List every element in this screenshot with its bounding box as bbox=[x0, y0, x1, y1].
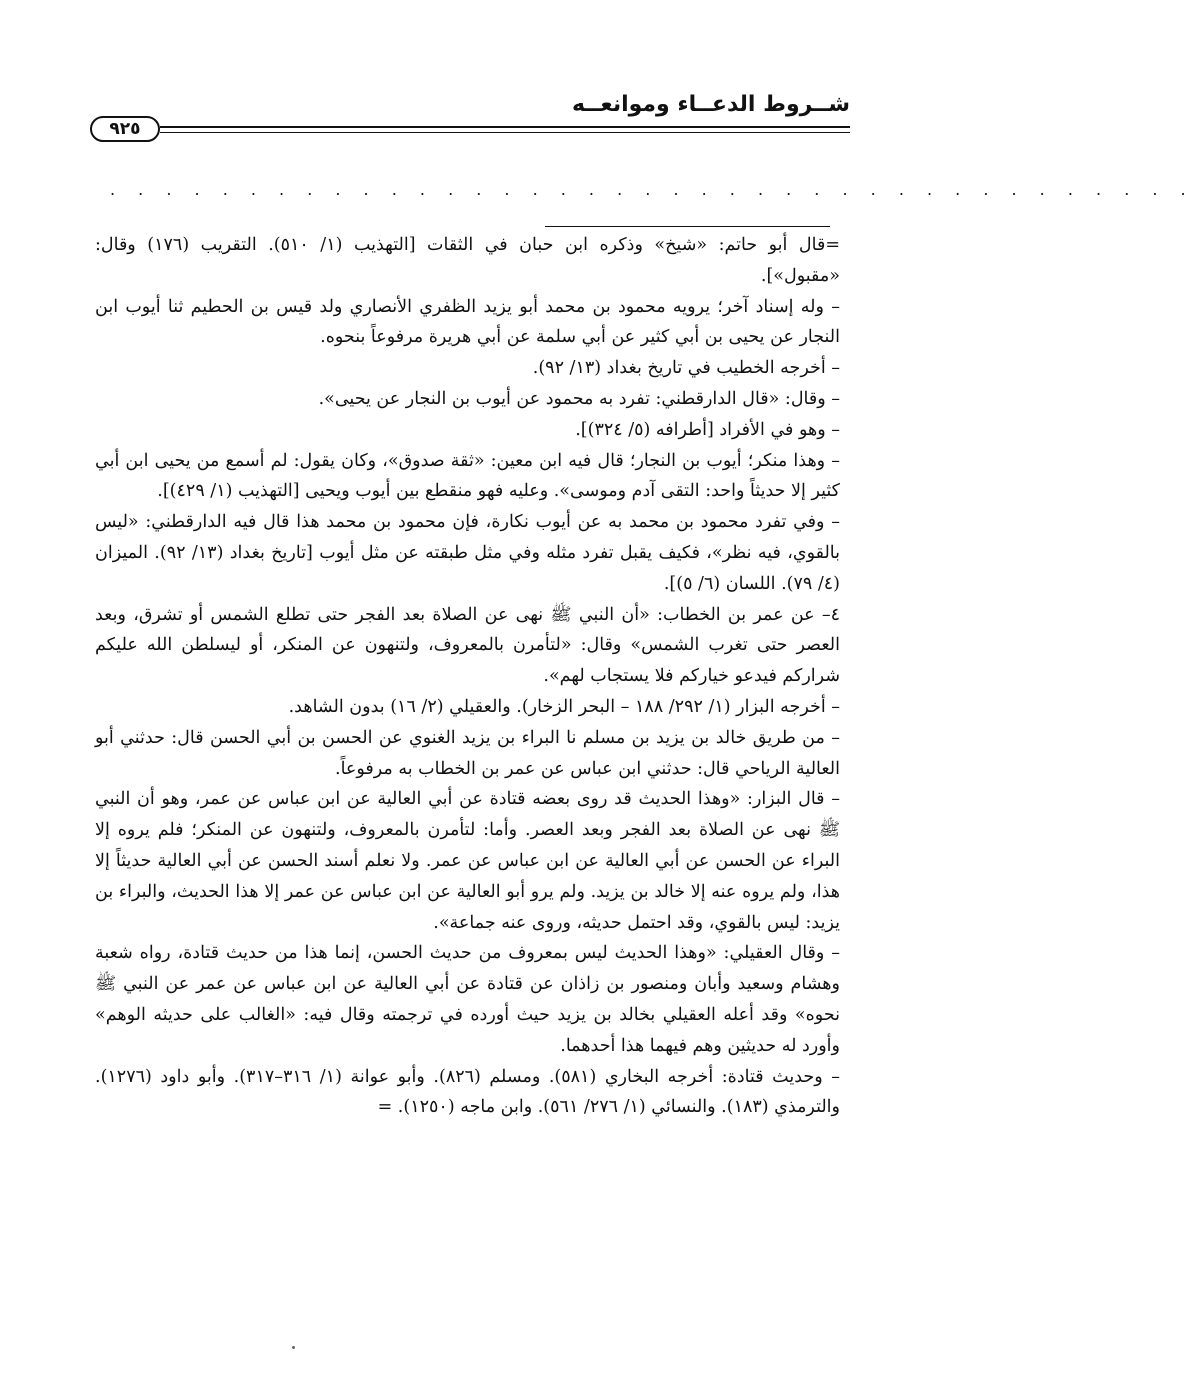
running-title: شــروط الدعــاء وموانعــه bbox=[572, 92, 850, 117]
paragraph: – وهذا منكر؛ أيوب بن النجار؛ قال فيه ابن معين: «ثقة صدوق»، وكان يقول: لم أسمع من يحيى ابن أبي كثير إلا حديثاً واحد: التقى آدم وموسى». وعليه فهو منقطع بين أيوب ويحيى [التهذيب (١/ ٤٢٩)]. bbox=[95, 450, 840, 502]
page-header bbox=[90, 92, 850, 144]
paragraph: – أخرجه الخطيب في تاريخ بغداد (١٣/ ٩٢). bbox=[532, 358, 840, 379]
paragraph: – وله إسناد آخر؛ يرويه محمود بن محمد أبو يزيد الظفري الأنصاري ولد قيس بن الحطيم ثنا أيوب ابن النجار عن يحيى بن أبي كثير عن أبي سلمة عن أبي هريرة مرفوعاً بنحوه. bbox=[95, 296, 840, 348]
paragraph: – وهو في الأفراد [أطرافه (٥/ ٣٢٤)]. bbox=[575, 419, 840, 440]
paragraph: – أخرجه البزار (١/ ٢٩٢/ ١٨٨ – البحر الزخار). والعقيلي (٢/ ١٦) بدون الشاهد. bbox=[288, 696, 840, 717]
paragraph: =قال أبو حاتم: «شيخ» وذكره ابن حبان في الثقات [التهذيب (١/ ٥١٠). التقريب (١٧٦) وقال: «مقبول»]. bbox=[95, 235, 841, 286]
footnote-rule bbox=[545, 226, 830, 227]
paragraph: – وقال: «قال الدارقطني: تفرد به محمود عن أيوب بن النجار عن يحيى». bbox=[318, 388, 840, 409]
page-number: ٩٢٥ bbox=[90, 116, 160, 142]
footnote-text bbox=[95, 230, 840, 1123]
separator-dots: . . . . . . . . . . . . . . . . . . . . . . . . . . . . . . . . . . . . . . . bbox=[110, 180, 1195, 199]
paragraph: – وقال العقيلي: «وهذا الحديث ليس بمعروف من حديث الحسن، إنما هذا من حديث قتادة، رواه شعبة وهشام وسعيد وأبان ومنصور بن زاذان عن قتادة عن أبي العالية عن ابن عباس عن عمر عن النبي ﷺ نحوه» وقد أعله العقيلي بخالد بن يزيد حيث أورده في ترجمته وقال فيه: «الغالب على حديثه الوهم» وأورد له حديثين وهم فيهما هذا أحدهما. bbox=[95, 943, 840, 1056]
paragraph: – قال البزار: «وهذا الحديث قد روى بعضه قتادة عن أبي العالية عن ابن عباس عن عمر، وهو أن النبي ﷺ نهى عن الصلاة بعد الفجر وبعد العصر. وأما: لتأمرن بالمعروف، ولتنهون عن المنكر؛ فلم يروه إلا البراء عن الحسن عن أبي العالية عن ابن عباس عن عمر. ولا نعلم أسند الحسن عن أبي العالية حديثاً إلا هذا، ولم يروه عنه إلا خالد بن يزيد. ولم يرو أبو العالية عن ابن عباس عن عمر إلا هذا الحديث، والبراء بن يزيد: ليس بالقوي، وقد احتمل حديثه، وروى عنه جماعة». bbox=[95, 789, 840, 933]
paragraph: – وفي تفرد محمود بن محمد به عن أيوب نكارة، فإن محمود بن محمد هذا قال فيه الدارقطني: «ليس بالقوي، فيه نظر»، فكيف يقبل تفرد مثله وفي مثل طبقته عن مثل أيوب [تاريخ بغداد (١٣/ ٩٢). الميزان (٤/ ٧٩). اللسان (٦/ ٥)]. bbox=[95, 512, 841, 594]
paragraph: – وحديث قتادة: أخرجه البخاري (٥٨١). ومسلم (٨٢٦). وأبو عوانة (١/ ٣١٦–٣١٧). وأبو داود (١٢٧٦). والترمذي (١٨٣). والنسائي (١/ ٢٧٦/ ٥٦١). وابن ماجه (١٢٥٠). = bbox=[95, 1066, 840, 1118]
header-rule-thick bbox=[160, 126, 850, 128]
paragraph: – من طريق خالد بن يزيد بن مسلم نا البراء بن يزيد الغنوي عن الحسن بن أبي الحسن قال: حدثني أبو العالية الرياحي قال: حدثني ابن عباس عن عمر بن الخطاب به مرفوعاً. bbox=[95, 727, 840, 779]
stray-dot bbox=[292, 1346, 295, 1349]
header-rule-thin bbox=[160, 132, 850, 133]
paragraph: ٤– عن عمر بن الخطاب: «أن النبي ﷺ نهى عن الصلاة بعد الفجر حتى تطلع الشمس أو تشرق، وبعد العصر حتى تغرب الشمس» وقال: «لتأمرن بالمعروف، ولتنهون عن المنكر، أو ليسلطن الله عليكم شراركم فيدعو خياركم فلا يستجاب لهم». bbox=[95, 604, 840, 687]
